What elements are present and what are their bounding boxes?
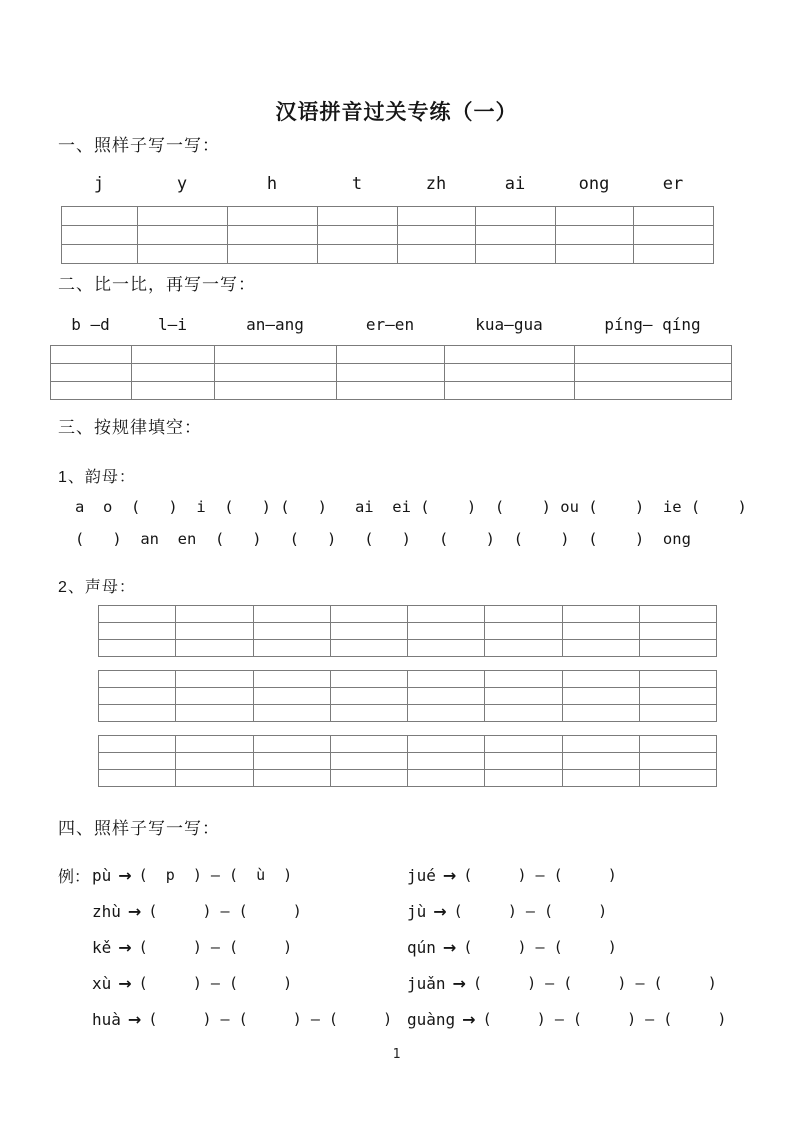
answer-cell: [99, 705, 176, 722]
answer-cell: [408, 623, 485, 640]
answer-cell: [485, 705, 562, 722]
answer-cell: [228, 207, 318, 226]
answer-cell: [176, 770, 253, 787]
syllable-pinyin: zhù: [92, 901, 121, 921]
answer-cell: [485, 671, 562, 688]
answer-cell: [485, 623, 562, 640]
pinyin-letter: ong: [578, 174, 610, 194]
pinyin-pair: kua—gua: [475, 315, 543, 334]
answer-cell: [176, 623, 253, 640]
answer-cell: [318, 245, 398, 264]
answer-cell: [253, 671, 330, 688]
answer-cell: [408, 705, 485, 722]
answer-cell: [330, 671, 407, 688]
decomposition-right: [407, 938, 617, 957]
pinyin-pair: píng— qíng: [604, 315, 701, 334]
pinyin-letter: ai: [504, 174, 526, 194]
syllable-pinyin: pù: [92, 865, 112, 885]
decomposition-left: [58, 1010, 407, 1029]
answer-cell: [215, 364, 337, 382]
pinyin-decomposition-row: [58, 936, 793, 958]
pinyin-decomposition-row: [58, 864, 793, 886]
answer-cell: [176, 606, 253, 623]
answer-cell: [485, 688, 562, 705]
answer-blanks: ( ) — ( ): [138, 938, 293, 956]
answer-blanks: ( ) — ( ) — ( ): [482, 1010, 727, 1028]
answer-blanks: ( ) — ( ): [463, 866, 617, 884]
section1-heading: 一、照样子写一写：: [58, 136, 220, 155]
answer-blanks: ( ) — ( ) — ( ): [472, 974, 717, 992]
right-arrow-icon: →: [462, 1009, 476, 1029]
answer-cell: [485, 606, 562, 623]
answer-cell: [408, 606, 485, 623]
answer-cell: [176, 753, 253, 770]
right-arrow-icon: →: [433, 901, 447, 921]
answer-cell: [176, 640, 253, 657]
answer-cell: [228, 226, 318, 245]
answer-cell: [562, 688, 639, 705]
answer-blanks: ( ) — ( ): [453, 902, 608, 920]
syllable-pinyin: jù: [407, 901, 427, 921]
initials-answer-grid-1: [98, 605, 793, 657]
syllable-pinyin: xù: [92, 973, 112, 993]
answer-cell: [253, 753, 330, 770]
finals-fill-line-2: ( ) an en ( ) ( ) ( ) ( ) ( ) ( ) ong: [75, 530, 691, 548]
answer-cell: [408, 753, 485, 770]
answer-cell: [62, 226, 138, 245]
answer-blanks: ( p ) — ( ù ): [138, 866, 293, 884]
answer-cell: [337, 364, 445, 382]
section3-part1-label: 1、韵母：: [58, 469, 136, 486]
answer-cell: [253, 688, 330, 705]
initials-answer-grid-2: [98, 670, 793, 722]
answer-cell: [408, 688, 485, 705]
right-arrow-icon: →: [118, 937, 132, 957]
pinyin-letter: j: [93, 174, 105, 194]
answer-cell: [337, 346, 445, 364]
answer-cell: [99, 623, 176, 640]
answer-cell: [176, 705, 253, 722]
right-arrow-icon: →: [442, 865, 457, 885]
answer-cell: [639, 770, 716, 787]
right-arrow-icon: →: [127, 901, 142, 921]
pinyin-decomposition-row: [58, 1008, 793, 1030]
answer-cell: [337, 382, 445, 400]
answer-cell: [330, 640, 407, 657]
syllable-pinyin: huà: [92, 1009, 121, 1029]
section4-heading: 四、照样子写一写：: [58, 819, 220, 838]
right-arrow-icon: →: [452, 973, 466, 993]
answer-cell: [253, 606, 330, 623]
answer-cell: [445, 346, 575, 364]
decomposition-right: [407, 1010, 726, 1029]
answer-cell: [176, 736, 253, 753]
answer-cell: [138, 207, 228, 226]
syllable-pinyin: kě: [92, 937, 112, 957]
section3-part2-label: 2、声母：: [58, 579, 136, 596]
decomposition-right: [407, 866, 617, 885]
answer-cell: [253, 770, 330, 787]
answer-cell: [408, 770, 485, 787]
answer-cell: [562, 736, 639, 753]
answer-cell: [253, 640, 330, 657]
answer-cell: [408, 640, 485, 657]
pinyin-pair: l—i: [158, 315, 187, 334]
answer-cell: [556, 245, 634, 264]
answer-cell: [575, 382, 732, 400]
syllable-pinyin: guàng: [407, 1009, 456, 1029]
pinyin-letter: er: [662, 174, 684, 194]
syllable-pinyin: qún: [407, 937, 436, 957]
answer-cell: [253, 736, 330, 753]
section3-heading: 三、按规律填空：: [58, 418, 202, 437]
answer-cell: [330, 705, 407, 722]
answer-cell: [99, 640, 176, 657]
answer-cell: [562, 753, 639, 770]
answer-cell: [476, 245, 556, 264]
answer-cell: [253, 705, 330, 722]
pinyin-pair: er—en: [365, 315, 415, 334]
answer-cell: [132, 346, 215, 364]
pinyin-decomposition-row: [58, 972, 793, 994]
answer-cell: [132, 364, 215, 382]
answer-cell: [445, 364, 575, 382]
answer-cell: [51, 346, 132, 364]
pinyin-letter: t: [351, 174, 363, 194]
answer-cell: [639, 736, 716, 753]
answer-cell: [330, 623, 407, 640]
answer-cell: [485, 753, 562, 770]
answer-cell: [562, 606, 639, 623]
answer-cell: [556, 207, 634, 226]
answer-cell: [562, 705, 639, 722]
answer-cell: [99, 753, 176, 770]
answer-blanks: ( ) — ( ): [148, 902, 302, 920]
answer-cell: [639, 705, 716, 722]
answer-cell: [398, 245, 476, 264]
answer-cell: [562, 623, 639, 640]
answer-cell: [408, 671, 485, 688]
answer-cell: [556, 226, 634, 245]
answer-cell: [562, 671, 639, 688]
example-label: 例：: [58, 868, 91, 886]
answer-cell: [138, 226, 228, 245]
answer-cell: [476, 207, 556, 226]
section2-answer-grid: [50, 345, 793, 400]
answer-cell: [253, 623, 330, 640]
answer-cell: [215, 346, 337, 364]
pinyin-decomposition-row: [58, 900, 793, 922]
answer-cell: [408, 736, 485, 753]
decomposition-right: [407, 974, 717, 993]
answer-cell: [99, 688, 176, 705]
answer-cell: [575, 364, 732, 382]
right-arrow-icon: →: [118, 865, 132, 885]
section1-answer-grid: [61, 206, 793, 264]
pinyin-letter: zh: [425, 174, 447, 194]
answer-cell: [398, 207, 476, 226]
answer-cell: [485, 640, 562, 657]
syllable-pinyin: juǎn: [407, 973, 446, 993]
answer-cell: [639, 640, 716, 657]
answer-cell: [575, 346, 732, 364]
answer-cell: [639, 688, 716, 705]
answer-cell: [318, 207, 398, 226]
section4-rows: [0, 864, 793, 1030]
right-arrow-icon: →: [127, 1009, 142, 1029]
page-title: 汉语拼音过关专练（一）: [275, 101, 518, 124]
answer-cell: [330, 606, 407, 623]
section2-pairs-row: [50, 314, 731, 336]
initials-answer-grid-3: [98, 735, 793, 787]
answer-cell: [51, 364, 132, 382]
syllable-pinyin: jué: [407, 865, 436, 885]
section2-heading: 二、比一比，再写一写：: [58, 275, 256, 294]
answer-cell: [639, 606, 716, 623]
answer-cell: [634, 245, 714, 264]
answer-cell: [215, 382, 337, 400]
answer-cell: [330, 753, 407, 770]
answer-cell: [99, 770, 176, 787]
answer-cell: [485, 770, 562, 787]
answer-cell: [445, 382, 575, 400]
answer-cell: [138, 245, 228, 264]
page-number: 1: [392, 1047, 401, 1062]
decomposition-left: [58, 938, 407, 957]
answer-cell: [639, 671, 716, 688]
pinyin-pair: b —d: [71, 315, 110, 334]
answer-cell: [330, 688, 407, 705]
answer-cell: [398, 226, 476, 245]
answer-cell: [228, 245, 318, 264]
answer-cell: [485, 736, 562, 753]
answer-cell: [634, 207, 714, 226]
decomposition-left: [58, 974, 407, 993]
answer-cell: [330, 770, 407, 787]
answer-blanks: ( ) — ( ): [138, 974, 293, 992]
answer-cell: [99, 671, 176, 688]
answer-cell: [51, 382, 132, 400]
pinyin-pair: an—ang: [246, 315, 304, 334]
pinyin-letter: h: [266, 174, 278, 194]
right-arrow-icon: →: [442, 937, 457, 957]
answer-cell: [99, 736, 176, 753]
answer-cell: [330, 736, 407, 753]
answer-cell: [99, 606, 176, 623]
answer-cell: [62, 207, 138, 226]
answer-cell: [62, 245, 138, 264]
right-arrow-icon: →: [118, 973, 132, 993]
section1-letters-row: [61, 172, 713, 196]
decomposition-left: [58, 864, 407, 887]
answer-cell: [476, 226, 556, 245]
answer-cell: [176, 688, 253, 705]
answer-cell: [318, 226, 398, 245]
answer-cell: [634, 226, 714, 245]
pinyin-letter: y: [176, 174, 188, 194]
answer-cell: [639, 753, 716, 770]
answer-cell: [562, 640, 639, 657]
decomposition-left: [58, 902, 407, 921]
answer-blanks: ( ) — ( ): [463, 938, 617, 956]
finals-fill-line-1: a o ( ) i ( ) ( ) ai ei ( ) ( ) ou ( ) ie ( ): [75, 498, 747, 516]
answer-blanks: ( ) — ( ) — ( ): [148, 1010, 393, 1028]
decomposition-right: [407, 902, 607, 921]
answer-cell: [562, 770, 639, 787]
answer-cell: [176, 671, 253, 688]
answer-cell: [639, 623, 716, 640]
answer-cell: [132, 382, 215, 400]
